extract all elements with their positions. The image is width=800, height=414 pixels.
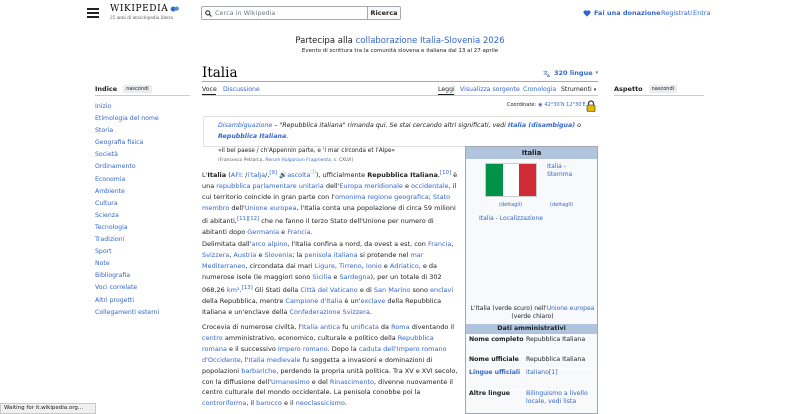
infobox-value-link[interactable]: italiano[1]: [526, 369, 558, 376]
toc-divider: [95, 95, 190, 96]
toc-item[interactable]: Cultura: [95, 199, 118, 207]
infobox-row: [466, 389, 597, 406]
quote-text: «Il bel paese / ch'Appennin parte, e 'l mar circonda et l'Alpe»: [218, 148, 396, 154]
language-button[interactable]: [543, 69, 598, 77]
hatnote-text: .: [286, 133, 289, 140]
title-divider: [202, 81, 598, 82]
toc-item[interactable]: Inizio: [95, 103, 112, 110]
donate-link[interactable]: [583, 9, 661, 17]
hatnote-disambiguation-link[interactable]: Disambiguazione: [218, 122, 273, 129]
infobox-key: Nome ufficiale: [469, 356, 519, 363]
map-caption: [470, 305, 595, 321]
appearance-heading: Aspetto: [614, 85, 643, 93]
language-count: 320 lingue: [554, 69, 593, 77]
coordinates-label: Coordinate:: [507, 102, 537, 108]
infobox-value: Repubblica Italiana: [526, 356, 586, 363]
tab-visualizza-sorgente[interactable]: Visualizza sorgente: [460, 86, 520, 93]
paragraph-1: L'Italia (AFI: /iˈtalja/,[9] 🔊ascoltaⓘ), ufficialmente Repubblica Italiana,[10] è una repubblica parlamentare unitaria dell'Europa meridionale e occidentale, il cui territorio coincide in gran parte con l'omonima regione geografica; Stato membro dell'Unione europea, l'Italia conta una popolazione di circa 59 milioni di abitanti,[11][12] che ne fanno il terzo Stato dell'Unione per numero di abitanti dopo Germania e Francia.: [202, 170, 458, 236]
location-map-link[interactable]: Italia - Localizzazione: [479, 215, 543, 222]
banner-title: [0, 36, 800, 46]
hatnote-text: – "Repubblica italiana" rimanda qui. Se stai cercando altri significati, vedi: [272, 122, 508, 129]
menu-icon[interactable]: [86, 6, 100, 20]
toc-item[interactable]: Geografia fisica: [95, 139, 144, 147]
toc-item[interactable]: Tecnologia: [95, 223, 128, 231]
logo-tagline: 25 anni di enciclopedia libera: [110, 15, 173, 20]
chevron-down-icon: ▾: [593, 87, 597, 93]
banner-link[interactable]: collaborazione Italia-Slovenia 2026: [355, 36, 505, 46]
appearance-hide-button[interactable]: nascondi: [649, 85, 677, 93]
search-button[interactable]: Ricerca: [368, 6, 401, 20]
paragraph-3: Crocevia di numerose civiltà, l'Italia antica fu unificata da Roma diventando il centro amministrativo, economico, culturale e politico della Repubblica romana e il successivo Impero romano. Dopo la caduta dell'Impero romano d'Occidente, l'Italia medievale fu soggetta a invasioni e dominazioni di popolazioni barbariche, perdendo la propria unità politica. Tra XV e XVI secolo, con la diffusione dell'Umanesimo e del Rinascimento, divenne nuovamente il centro culturale del mondo occidentale. La penisola conobbe poi la controriforma, il barocco e il neoclassicismo.: [202, 323, 458, 408]
hatnote-link-italia-disambigua[interactable]: Italia (disambigua): [507, 122, 576, 129]
tab-discussione[interactable]: Discussione: [223, 86, 260, 93]
banner-subtitle: Evento di scrittura tra la comunità slovena e italiana dal 13 al 27 aprile: [301, 48, 499, 54]
hatnote-link-repubblica[interactable]: Repubblica Italiana: [218, 133, 287, 140]
coordinates: [507, 102, 586, 108]
emblem-details-link[interactable]: (dettagli): [550, 202, 574, 208]
infobox-value-link[interactable]: Bilinguismo a livello locale, vedi lista: [526, 390, 588, 405]
infobox-row: [466, 355, 597, 364]
flag-image[interactable]: [485, 163, 537, 197]
disambiguation-hatnote: [203, 118, 598, 147]
tab-leggi[interactable]: Leggi: [438, 86, 455, 93]
toc-header: [95, 85, 152, 93]
toc-item[interactable]: Note: [95, 260, 110, 268]
tab-voce[interactable]: Voce: [202, 86, 217, 93]
map-caption-pre: L'Italia (verde scuro) nell': [470, 305, 547, 312]
infobox-key: Nome completo: [469, 336, 524, 343]
infobox: [465, 146, 598, 414]
toc-item[interactable]: Tradizioni: [95, 236, 125, 244]
toc-hide-button[interactable]: nascondi: [123, 85, 151, 93]
chevron-down-icon: ▾: [595, 70, 599, 76]
toc-item[interactable]: Società: [95, 151, 118, 159]
quote-citation: [218, 156, 458, 165]
quote-cite-suffix: , s. CXLVI): [330, 158, 354, 163]
tools-menu[interactable]: [561, 86, 596, 93]
translate-icon: [543, 70, 551, 77]
toc-heading: Indice: [95, 85, 118, 93]
puzzle-globe-icon: [170, 4, 180, 14]
login-link[interactable]: Entra: [693, 9, 711, 17]
hatnote-top-border: [203, 116, 599, 117]
hatnote-text: o: [575, 122, 582, 129]
toc-item[interactable]: Bibliografia: [95, 272, 131, 280]
map-caption-post: (verde chiaro): [511, 313, 554, 320]
infobox-title: Italia: [466, 147, 597, 159]
lock-icon[interactable]: [586, 100, 596, 112]
logo-wordmark: WIKIPEDIA: [110, 4, 169, 14]
svg-text:文: 文: [543, 71, 548, 77]
flag-red-stripe: [519, 164, 536, 196]
search-icon: [205, 10, 212, 17]
epigraph-quote: [218, 147, 458, 165]
browser-status-bar: Waiting for it.wikipedia.org...: [0, 403, 96, 414]
toc-item[interactable]: Ordinamento: [95, 163, 136, 171]
quote-cite-prefix: (Francesco Petrarca,: [218, 158, 266, 163]
donate-label: Fai una donazione: [594, 9, 661, 17]
flag-green-stripe: [486, 164, 503, 196]
tools-label: Strumenti: [561, 86, 592, 93]
search-box[interactable]: [201, 6, 368, 20]
appearance-divider: [614, 95, 704, 96]
search-input[interactable]: [215, 9, 365, 17]
toc-item[interactable]: Etimologia del nome: [95, 115, 159, 123]
globe-icon: ◉: [538, 102, 543, 108]
infobox-key-link[interactable]: Lingue ufficiali: [469, 369, 521, 376]
toc-item[interactable]: Sport: [95, 248, 112, 256]
flag-details-link[interactable]: (dettagli): [499, 202, 523, 208]
flag-white-stripe: [503, 164, 520, 196]
toc-item[interactable]: Voci correlate: [95, 284, 138, 292]
register-link[interactable]: Registrati: [661, 9, 693, 17]
appearance-header: [614, 85, 677, 93]
toc-item[interactable]: Economia: [95, 175, 126, 183]
svg-text:A: A: [547, 72, 550, 77]
search-bar: [201, 6, 401, 20]
paragraph-2: Delimitata dall'arco alpino, l'Italia confina a nord, da ovest a est, con Francia, Svizzera, Austria e Slovenia; la penisola italiana si protende nel mar Mediterraneo, circondata dai mari Ligure, Tirreno, Ionio e Adriatico, e da numerose isole (le maggiori sono Sicilia e Sardegna), per un totale di 302 068,26 km².[13] Gli Stati della Città del Vaticano e di San Marino sono enclavi della Repubblica, mentre Campione d'Italia è un'exclave della Repubblica Italiana e un'enclave della Confederazione Svizzera.: [202, 240, 454, 316]
toc-item[interactable]: Storia: [95, 127, 114, 135]
toc-item[interactable]: Collegamenti esterni: [95, 308, 160, 316]
infobox-value: Repubblica Italiana: [526, 336, 586, 343]
table-of-contents: [95, 101, 159, 319]
toc-item[interactable]: Ambiente: [95, 187, 125, 195]
emblem-label: Italia - Stemma: [547, 163, 573, 178]
tab-cronologia[interactable]: Cronologia: [523, 86, 557, 93]
tabs-divider: [202, 95, 598, 96]
quote-cite-work[interactable]: Rerum Vulgarium Fragmenta: [265, 158, 331, 163]
infobox-key: Altre lingue: [469, 390, 510, 397]
wikipedia-logo[interactable]: [110, 4, 180, 20]
heart-icon: [583, 10, 591, 17]
emblem-image-link[interactable]: [547, 163, 587, 179]
coordinates-value[interactable]: 42°30′N 12°30′E: [544, 102, 586, 108]
infobox-section-header: Dati amministrativi: [466, 324, 597, 334]
banner-title-prefix: Partecipa alla: [295, 36, 356, 46]
page-title: Italia: [202, 65, 238, 81]
infobox-row: [466, 368, 597, 377]
map-caption-link[interactable]: Unione europea: [546, 305, 595, 312]
toc-item[interactable]: Altri progetti: [95, 296, 135, 304]
toc-item[interactable]: Scienza: [95, 211, 119, 219]
infobox-row: [466, 335, 597, 344]
